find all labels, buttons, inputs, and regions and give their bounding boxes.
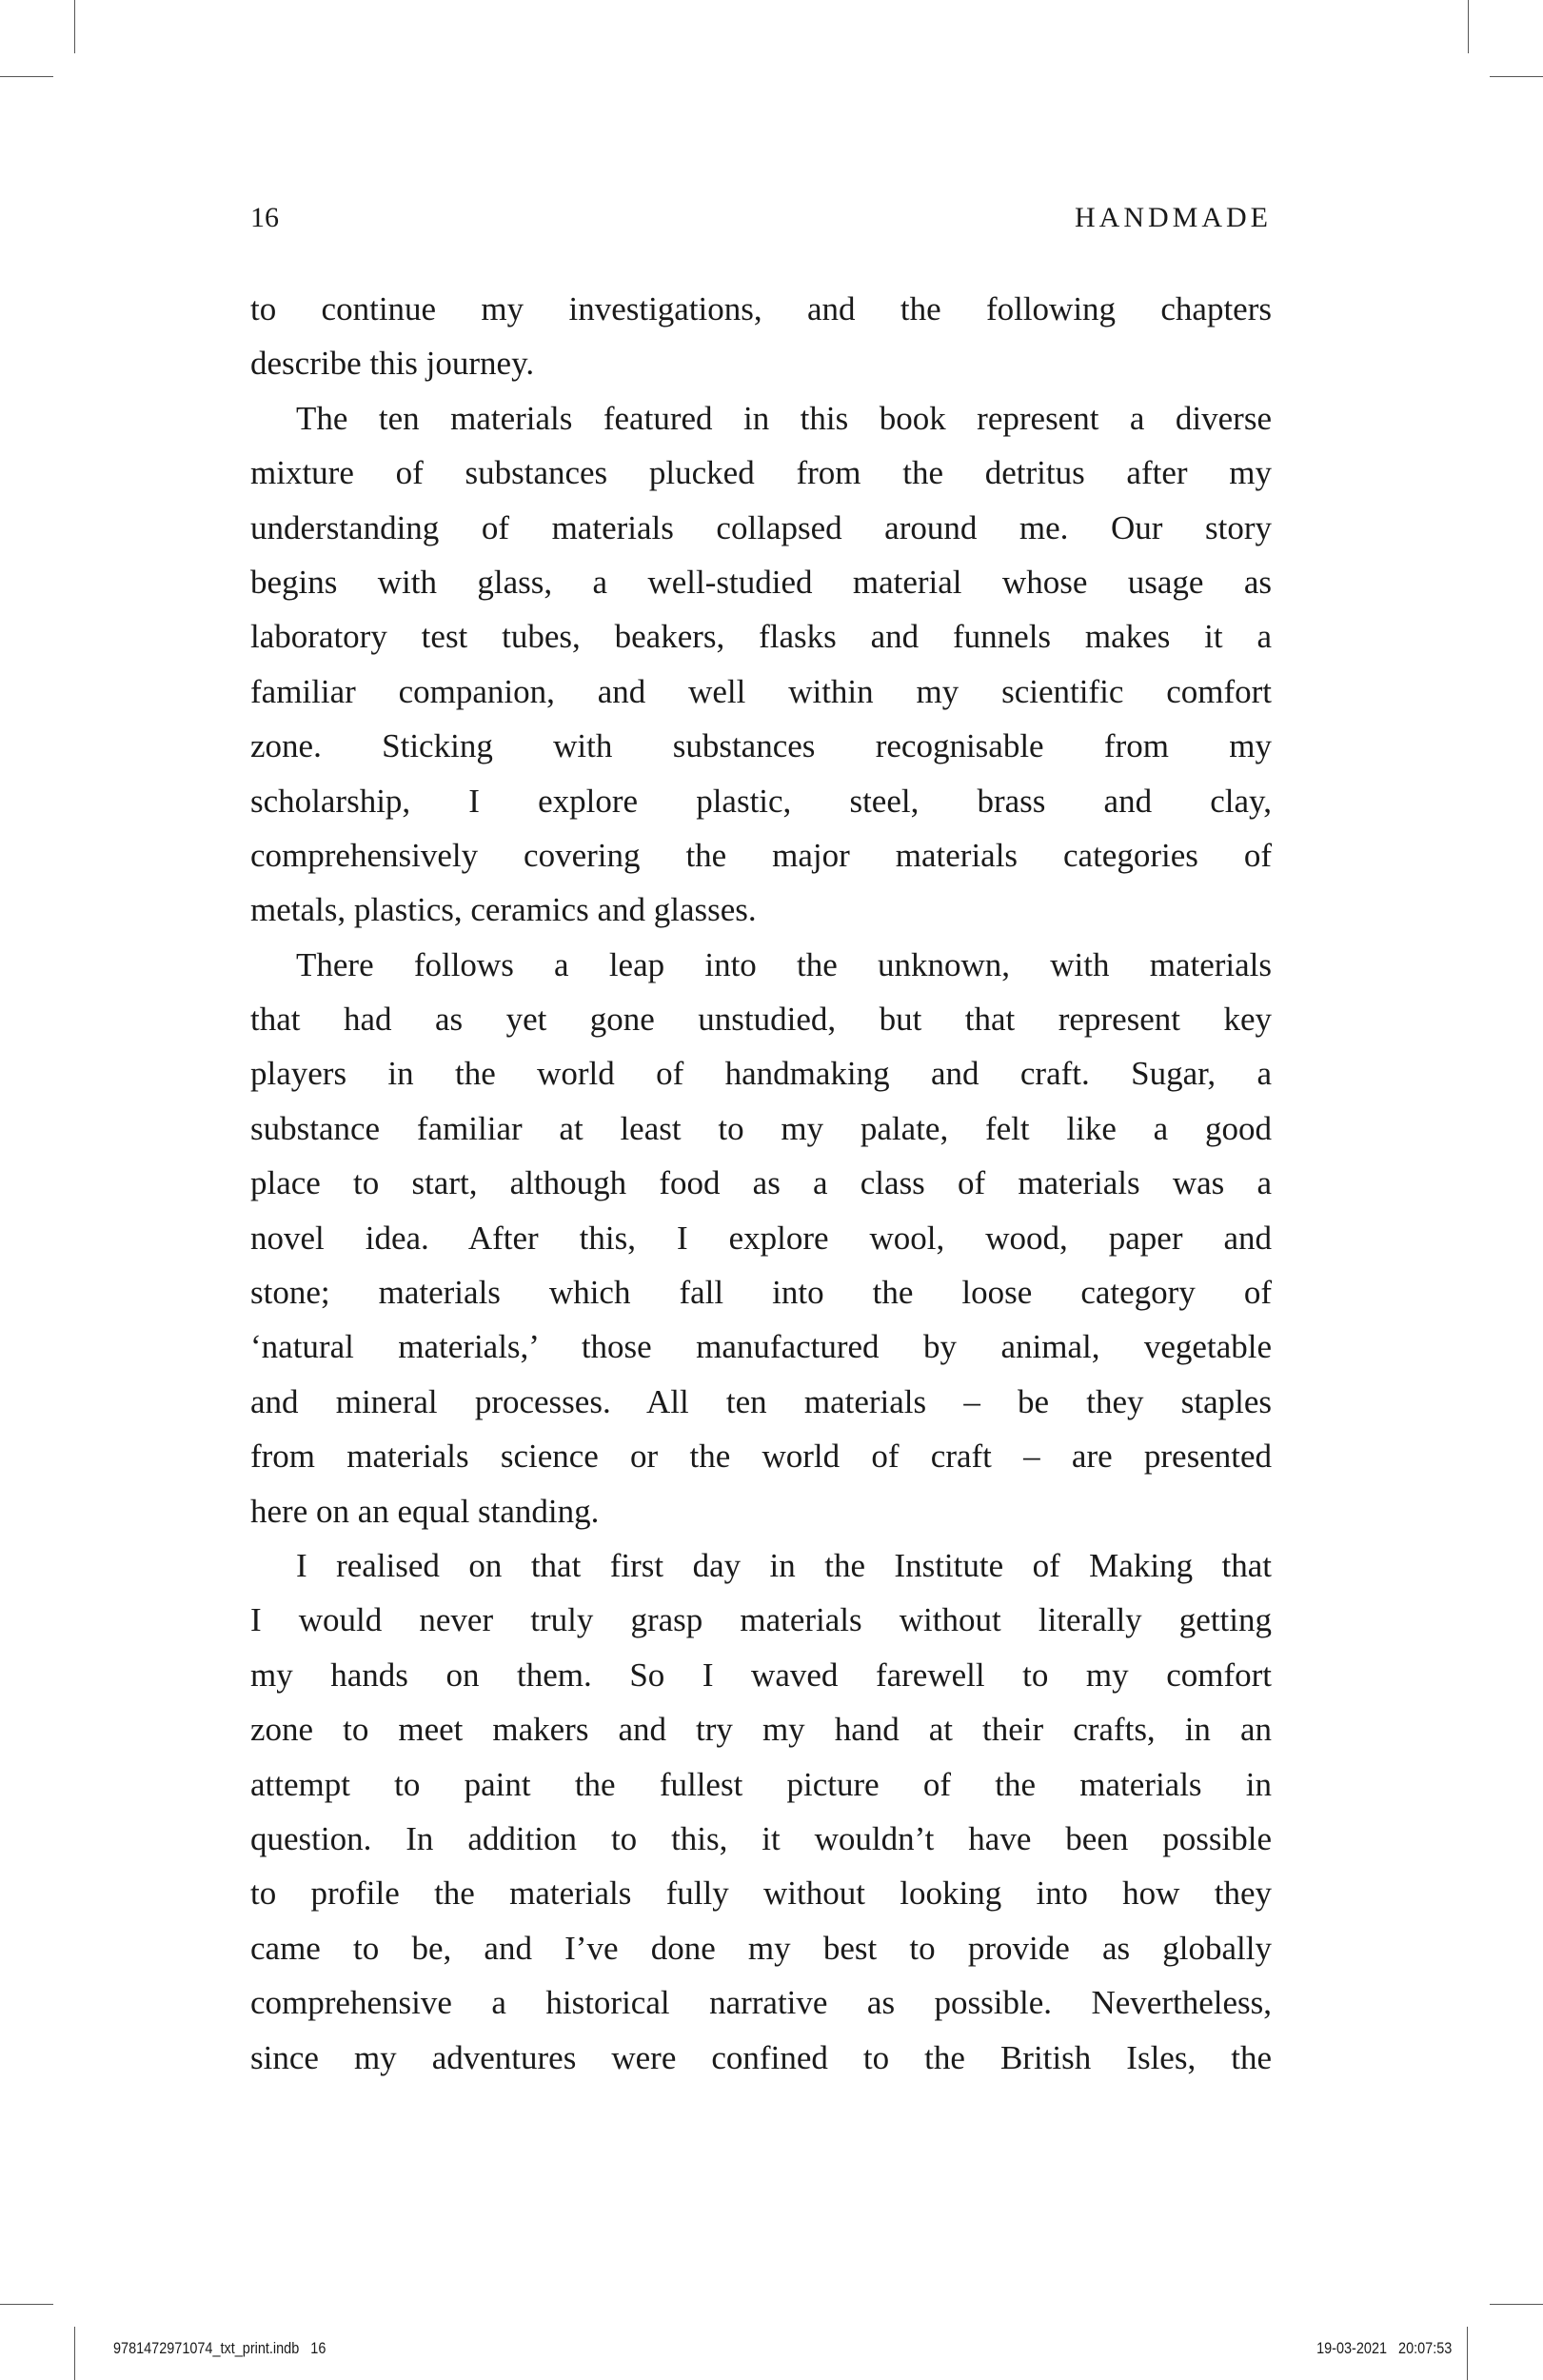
text-line: since my adventures were confined to the British Isles, the — [250, 2038, 1272, 2076]
crop-mark-top-right-horizontal — [1490, 76, 1543, 77]
text-line: and mineral processes. All ten materials – be they staples — [250, 1382, 1272, 1420]
crop-mark-bottom-right-vertical — [1467, 2327, 1468, 2380]
text-line: substance familiar at least to my palate, felt like a good — [250, 1109, 1272, 1147]
text-line: novel idea. After this, I explore wool, wood, paper and — [250, 1219, 1272, 1257]
running-head-title: HANDMADE — [1075, 202, 1272, 233]
text-line: comprehensively covering the major materials categories of — [250, 836, 1272, 874]
text-line: familiar companion, and well within my scientific comfort — [250, 672, 1272, 710]
footer-timestamp: 19-03-2021 20:07:53 — [1316, 2339, 1452, 2357]
crop-mark-bottom-left-horizontal — [0, 2304, 53, 2305]
text-line: stone; materials which fall into the loose category of — [250, 1274, 1272, 1312]
text-line: that had as yet gone unstudied, but that represent key — [250, 1001, 1272, 1039]
text-line: players in the world of handmaking and craft. Sugar, a — [250, 1055, 1272, 1093]
text-line: begins with glass, a well-studied material whose usage as — [250, 563, 1272, 601]
text-line: understanding of materials collapsed around me. Our story — [250, 508, 1272, 546]
text-line: I would never truly grasp materials without literally getting — [250, 1601, 1272, 1639]
crop-mark-top-left-vertical — [74, 0, 75, 53]
text-line: There follows a leap into the unknown, with materials — [296, 945, 1272, 983]
footer-file-name: 9781472971074_txt_print.indb 16 — [113, 2339, 326, 2357]
text-line: mixture of substances plucked from the detritus after my — [250, 454, 1272, 492]
crop-mark-top-left-horizontal — [0, 76, 53, 77]
text-line: to continue my investigations, and the following chapters — [250, 290, 1272, 327]
text-line: attempt to paint the fullest picture of the materials in — [250, 1765, 1272, 1803]
text-line: comprehensive a historical narrative as possible. Nevertheless, — [250, 1984, 1272, 2022]
running-header — [250, 202, 1272, 244]
crop-mark-bottom-right-horizontal — [1490, 2304, 1543, 2305]
page-number: 16 — [250, 202, 279, 233]
crop-mark-top-right-vertical — [1468, 0, 1469, 53]
text-line: here on an equal standing. — [250, 1492, 600, 1530]
text-line: metals, plastics, ceramics and glasses. — [250, 891, 757, 929]
text-line: laboratory test tubes, beakers, flasks and funnels makes it a — [250, 618, 1272, 656]
text-line: question. In addition to this, it wouldn’t have been possible — [250, 1819, 1272, 1857]
text-line: I realised on that first day in the Institute of Making that — [296, 1546, 1272, 1584]
text-line: came to be, and I’ve done my best to provide as globally — [250, 1929, 1272, 1967]
text-line: my hands on them. So I waved farewell to my comfort — [250, 1656, 1272, 1694]
text-line: scholarship, I explore plastic, steel, brass and clay, — [250, 782, 1272, 820]
text-line: to profile the materials fully without looking into how they — [250, 1874, 1272, 1913]
text-line: describe this journey. — [250, 345, 535, 383]
text-line: from materials science or the world of craft – are presented — [250, 1438, 1272, 1476]
text-line: place to start, although food as a class of materials was a — [250, 1164, 1272, 1202]
text-line: zone to meet makers and try my hand at their crafts, in an — [250, 1711, 1272, 1749]
text-line: ‘natural materials,’ those manufactured by animal, vegetable — [250, 1328, 1272, 1366]
crop-mark-bottom-left-vertical — [74, 2327, 75, 2380]
body-text — [250, 282, 1272, 2085]
text-line: The ten materials featured in this book represent a diverse — [296, 399, 1272, 437]
text-line: zone. Sticking with substances recognisable from my — [250, 727, 1272, 765]
